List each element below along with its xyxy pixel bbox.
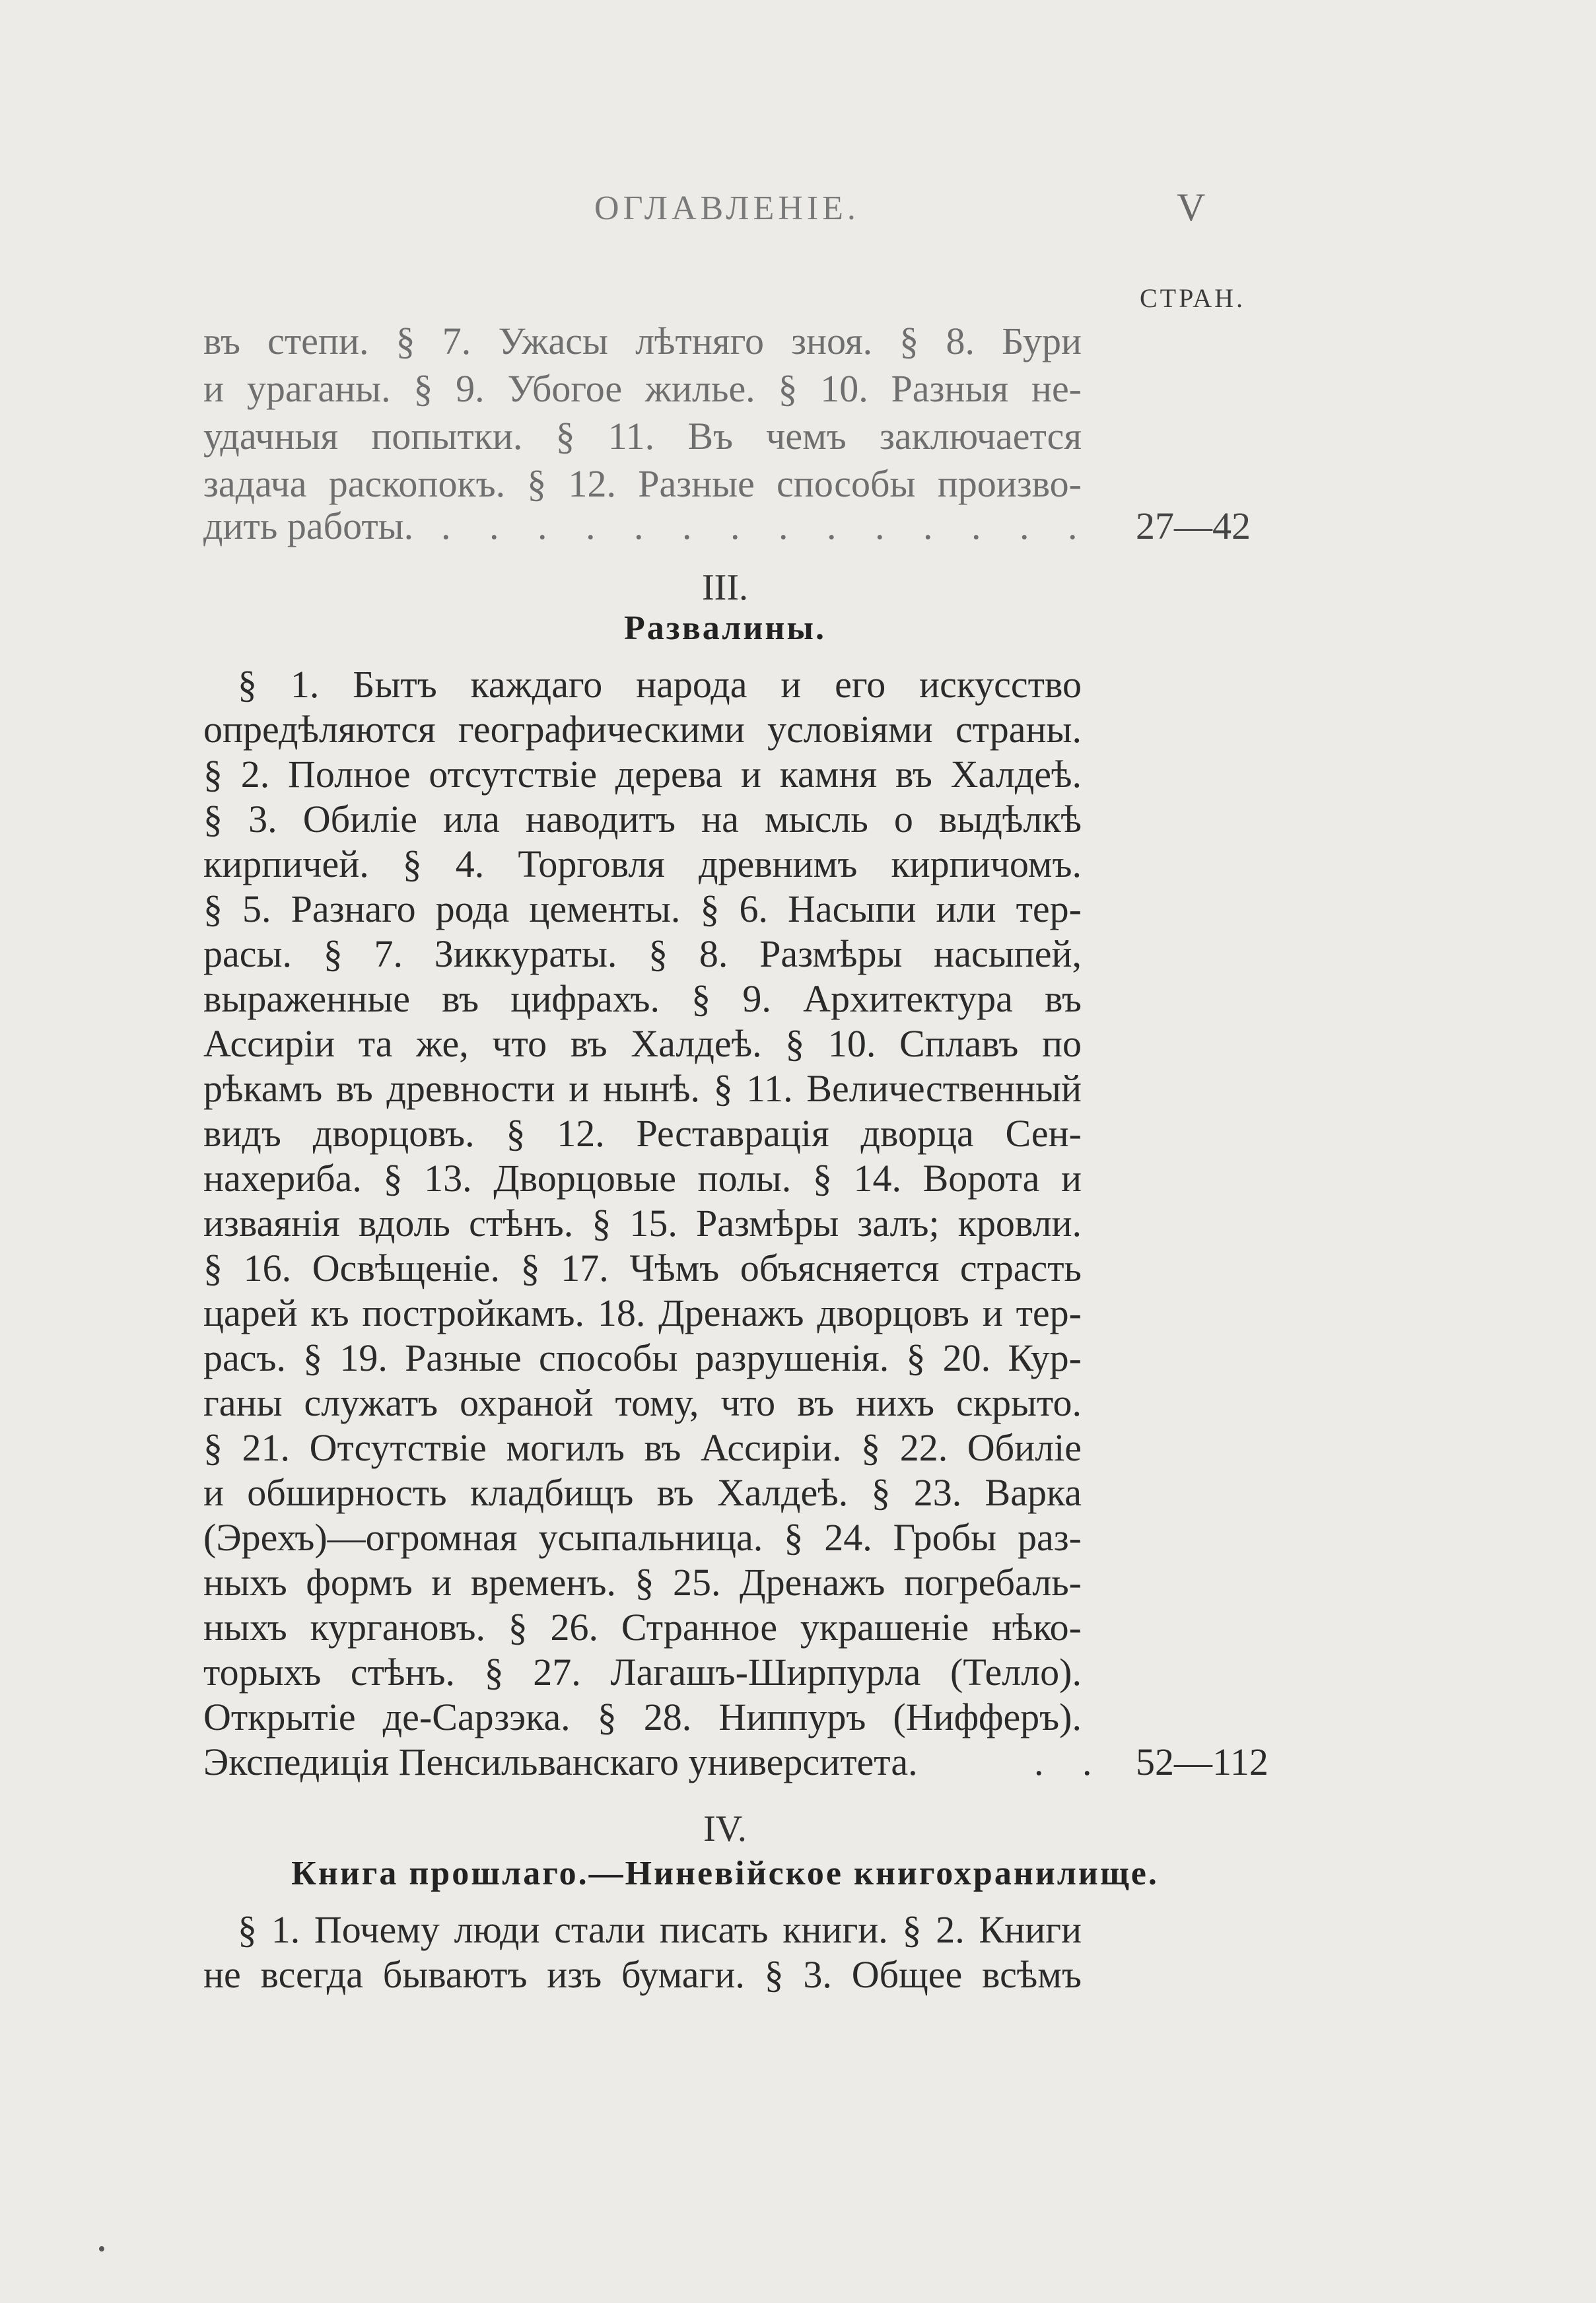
toc-line: въ степи. § 7. Ужасы лѣтняго зноя. § 8. Бури: [203, 320, 1082, 362]
toc-line: § 5. Разнаго рода цементы. § 6. Насыпи или тер-: [203, 887, 1082, 930]
toc-line: Ассиріи та же, что въ Халдеѣ. § 10. Сплавъ по: [203, 1022, 1082, 1065]
toc-line: § 21. Отсутствіе могилъ въ Ассиріи. § 22. Обиліе: [203, 1426, 1082, 1469]
toc-line: ганы служатъ охраной тому, что въ нихъ скрыто.: [203, 1381, 1082, 1424]
toc-line: Открытіе де-Сарзэка. § 28. Ниппуръ (Нифферъ).: [203, 1696, 1082, 1738]
pages-column-label: СТРАН.: [1140, 283, 1246, 313]
toc-line: § 16. Освѣщеніе. § 17. Чѣмъ объясняется страсть: [203, 1247, 1082, 1289]
toc-line: § 2. Полное отсутствіе дерева и камня въ Халдеѣ.: [203, 753, 1082, 796]
toc-line: ныхъ формъ и временъ. § 25. Дренажъ погребаль-: [203, 1561, 1082, 1604]
chapter-title: Книга прошлаго.—Ниневійское книгохранилище.: [291, 1855, 1159, 1892]
toc-line: удачныя попытки. § 11. Въ чемъ заключается: [203, 415, 1082, 458]
toc-line: торыхъ стѣнъ. § 27. Лагашъ-Ширпурла (Телло).: [203, 1651, 1082, 1694]
page-range: 52—112: [1136, 1740, 1268, 1783]
chapter-number: IV.: [703, 1808, 747, 1849]
paper-speck: [99, 2246, 104, 2251]
toc-line: расъ. § 19. Разные способы разрушенія. § 20. Кур-: [203, 1336, 1082, 1379]
toc-line: § 1. Бытъ каждаго народа и его искусство: [238, 663, 1082, 706]
toc-line: и ураганы. § 9. Убогое жилье. § 10. Разныя не-: [203, 367, 1082, 410]
chapter-number: III.: [702, 567, 748, 608]
toc-line: нахериба. § 13. Дворцовые полы. § 14. Ворота и: [203, 1157, 1082, 1200]
toc-line: не всегда бываютъ изъ бумаги. § 3. Общее всѣмъ: [203, 1953, 1082, 1996]
dot-leader: . .: [1034, 1740, 1107, 1783]
page-number: V: [1177, 186, 1206, 229]
toc-last-line: [203, 1739, 1107, 1785]
toc-line: кирпичей. § 4. Торговля древнимъ кирпичомъ.: [203, 842, 1082, 885]
toc-line: опредѣляются географическими условіями страны.: [203, 708, 1082, 751]
toc-line: задача раскопокъ. § 12. Разные способы произво-: [203, 462, 1082, 505]
toc-line: расы. § 7. Зиккураты. § 8. Размѣры насыпей,: [203, 932, 1082, 975]
chapter-title: Развалины.: [624, 609, 826, 647]
page-range: 27—42: [1136, 504, 1251, 547]
toc-line: царей къ постройкамъ. 18. Дренажъ дворцовъ и тер-: [203, 1291, 1082, 1334]
toc-line: выраженные въ цифрахъ. § 9. Архитектура въ: [203, 977, 1082, 1020]
toc-line: ныхъ кургановъ. § 26. Странное украшеніе нѣко-: [203, 1606, 1082, 1649]
toc-line: изваянія вдоль стѣнъ. § 15. Размѣры залъ; кровли.: [203, 1202, 1082, 1245]
toc-last-line: [203, 503, 1092, 549]
toc-line: видъ дворцовъ. § 12. Реставрація дворца Сен-: [203, 1112, 1082, 1155]
toc-line: (Эрехъ)—огромная усыпальница. § 24. Гробы раз-: [203, 1516, 1082, 1559]
toc-last-line-text: дить работы.: [203, 504, 414, 547]
running-title: ОГЛАВЛЕНІЕ.: [594, 189, 860, 227]
toc-last-line-text: Экспедиція Пенсильванскаго университета.: [203, 1740, 918, 1783]
toc-line: § 1. Почему люди стали писать книги. § 2. Книги: [238, 1908, 1082, 1951]
toc-line: и обширность кладбищъ въ Халдеѣ. § 23. Варка: [203, 1471, 1082, 1514]
dot-leader: . . . . . . . . . . . . . .: [441, 504, 1092, 547]
toc-line: § 3. Обиліе ила наводитъ на мысль о выдѣлкѣ: [203, 798, 1082, 841]
toc-line: рѣкамъ въ древности и нынѣ. § 11. Величественный: [203, 1067, 1082, 1110]
